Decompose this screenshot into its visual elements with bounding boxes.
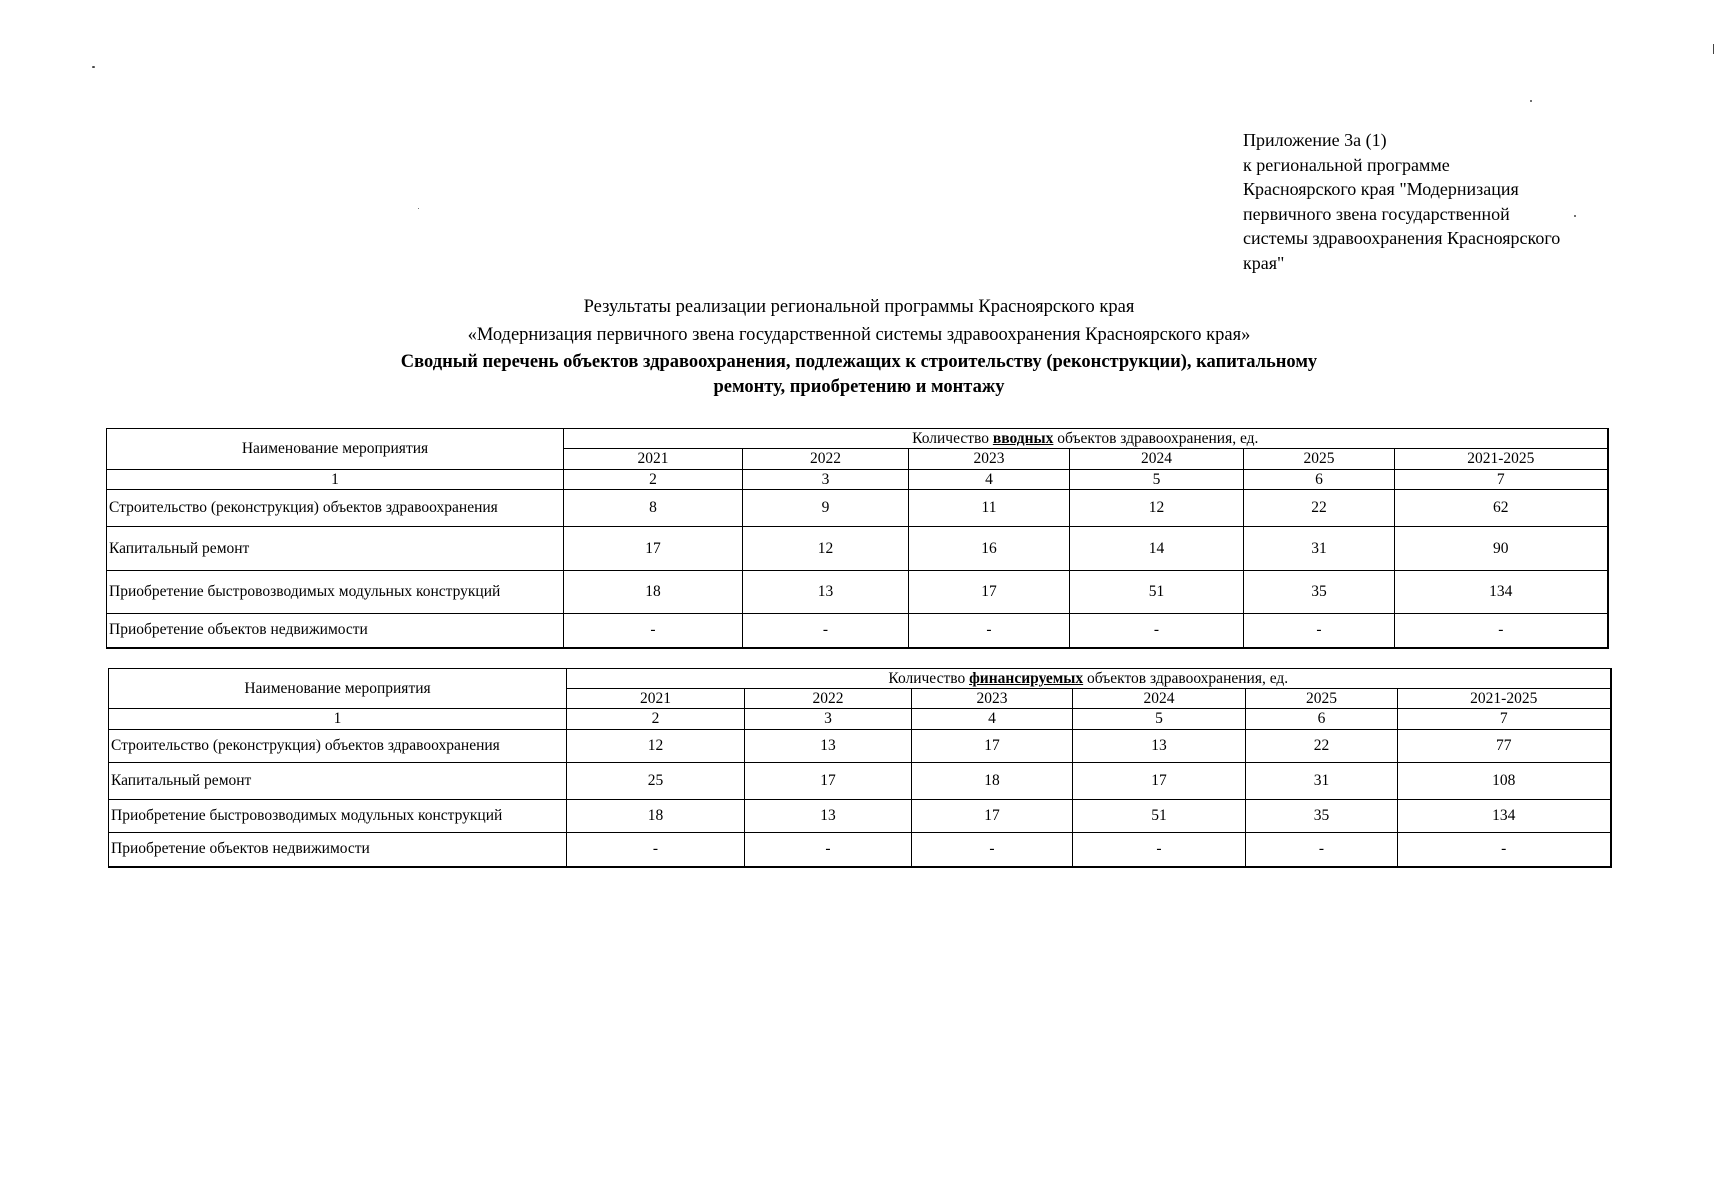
appendix-line: к региональной программе (1243, 154, 1450, 175)
year-header: 2021-2025 (1395, 449, 1608, 470)
cell-value: 17 (912, 730, 1073, 763)
table-row (109, 763, 1611, 800)
cell-value: - (567, 833, 745, 867)
title-line-2: «Модернизация первичного звена государственной системы здравоохранения Красноярского края» (467, 325, 1251, 345)
row-name: Капитальный ремонт (109, 763, 567, 800)
appendix-line: Приложение 3а (1) (1243, 130, 1387, 150)
row-name: Строительство (реконструкция) объектов здравоохранения (107, 490, 564, 527)
group-header-prefix: Количество (912, 429, 993, 447)
column-number: 6 (1244, 470, 1395, 490)
year-header: 2024 (1073, 689, 1246, 709)
scan-speck (92, 66, 95, 68)
cell-value: 35 (1246, 800, 1398, 833)
column-number: 2 (567, 709, 745, 730)
document-title (0, 293, 1718, 349)
subtitle-line-1: Сводный перечень объектов здравоохранения, подлежащих к строительству (реконструкции), капитальному (400, 352, 1318, 372)
cell-value: 134 (1395, 571, 1608, 614)
cell-value: 12 (743, 527, 909, 571)
appendix-line: системы здравоохранения Красноярского (1243, 228, 1561, 248)
financed-objects-table (108, 668, 1612, 868)
cell-value: - (564, 614, 743, 648)
cell-value: 13 (1073, 730, 1246, 763)
cell-value: - (1070, 614, 1244, 648)
row-name: Приобретение объектов недвижимости (107, 614, 564, 648)
cell-value: - (743, 614, 909, 648)
year-header: 2021 (567, 689, 745, 709)
cell-value: 18 (564, 571, 743, 614)
group-header (567, 669, 1611, 689)
cell-value: 18 (912, 763, 1073, 800)
cell-value: 77 (1398, 730, 1611, 763)
cell-value: 17 (912, 800, 1073, 833)
column-number: 3 (745, 709, 912, 730)
year-header: 2022 (745, 689, 912, 709)
cell-value: 22 (1246, 730, 1398, 763)
cell-value: 12 (1070, 490, 1244, 527)
cell-value: 51 (1070, 571, 1244, 614)
cell-value: 31 (1246, 763, 1398, 800)
cell-value: 62 (1395, 490, 1608, 527)
scan-speck (1713, 44, 1714, 54)
column-number: 3 (743, 470, 909, 490)
table-row (109, 730, 1611, 763)
cell-value: 108 (1398, 763, 1611, 800)
column-number: 1 (107, 470, 564, 490)
column-number: 1 (109, 709, 567, 730)
year-header: 2021-2025 (1398, 689, 1611, 709)
column-number: 4 (909, 470, 1070, 490)
cell-value: 25 (567, 763, 745, 800)
cell-value: 18 (567, 800, 745, 833)
cell-value: 22 (1244, 490, 1395, 527)
cell-value: - (1246, 833, 1398, 867)
scan-speck (1574, 215, 1576, 217)
year-header: 2023 (912, 689, 1073, 709)
appendix-line: первичного звена государственной (1243, 203, 1510, 224)
cell-value: - (1073, 833, 1246, 867)
document-subtitle (0, 350, 1718, 400)
row-name: Капитальный ремонт (107, 527, 564, 571)
row-name: Строительство (реконструкция) объектов здравоохранения (109, 730, 567, 763)
cell-value: - (912, 833, 1073, 867)
cell-value: - (745, 833, 912, 867)
cell-value: 51 (1073, 800, 1246, 833)
table-row (107, 527, 1608, 571)
group-header-suffix: объектов здравоохранения, ед. (1053, 429, 1259, 447)
row-name: Приобретение быстровозводимых модульных конструкций (109, 800, 567, 833)
cell-value: 90 (1395, 527, 1608, 571)
cell-value: 31 (1244, 527, 1395, 571)
cell-value: 13 (745, 800, 912, 833)
cell-value: 35 (1244, 571, 1395, 614)
table-row (107, 614, 1608, 648)
scan-speck (418, 208, 419, 209)
group-header (564, 429, 1608, 449)
column-number: 7 (1395, 470, 1608, 490)
cell-value: - (1395, 614, 1608, 648)
table-row (109, 800, 1611, 833)
cell-value: 17 (564, 527, 743, 571)
cell-value: 8 (564, 490, 743, 527)
table-row (107, 490, 1608, 527)
group-header-emphasis: финансируемых (969, 669, 1084, 687)
column-number: 4 (912, 709, 1073, 730)
year-header: 2023 (909, 449, 1070, 470)
column-number: 5 (1070, 470, 1244, 490)
cell-value: - (909, 614, 1070, 648)
column-number: 6 (1246, 709, 1398, 730)
cell-value: 134 (1398, 800, 1611, 833)
group-header-suffix: объектов здравоохранения, ед. (1083, 669, 1289, 687)
year-header: 2025 (1244, 449, 1395, 470)
column-number: 2 (564, 470, 743, 490)
title-line-1: Результаты реализации региональной программы Красноярского края (583, 297, 1135, 317)
row-name: Приобретение быстровозводимых модульных конструкций (107, 571, 564, 614)
appendix-note (1243, 128, 1683, 275)
cell-value: 11 (909, 490, 1070, 527)
year-header: 2022 (743, 449, 909, 470)
cell-value: - (1244, 614, 1395, 648)
year-header: 2024 (1070, 449, 1244, 470)
cell-value: - (1398, 833, 1611, 867)
group-header-prefix: Количество (888, 669, 970, 687)
column-number: 5 (1073, 709, 1246, 730)
subtitle-line-2: ремонту, приобретению и монтажу (713, 377, 1005, 397)
table-row (107, 571, 1608, 614)
cell-value: 16 (909, 527, 1070, 571)
cell-value: 13 (743, 571, 909, 614)
cell-value: 13 (745, 730, 912, 763)
table-row (109, 833, 1611, 867)
cell-value: 17 (745, 763, 912, 800)
cell-value: 9 (743, 490, 909, 527)
row-name: Приобретение объектов недвижимости (109, 833, 567, 867)
cell-value: 17 (1073, 763, 1246, 800)
group-header-emphasis: вводных (992, 429, 1054, 447)
scan-speck (1530, 100, 1532, 102)
name-column-header: Наименование мероприятия (109, 669, 567, 709)
appendix-line: Красноярского края "Модернизация (1243, 179, 1519, 199)
commissioned-objects-table (106, 428, 1609, 649)
year-header: 2021 (564, 449, 743, 470)
cell-value: 14 (1070, 527, 1244, 571)
column-number: 7 (1398, 709, 1611, 730)
name-column-header: Наименование мероприятия (107, 429, 564, 470)
cell-value: 12 (567, 730, 745, 763)
appendix-line: края" (1243, 252, 1285, 273)
cell-value: 17 (909, 571, 1070, 614)
year-header: 2025 (1246, 689, 1398, 709)
